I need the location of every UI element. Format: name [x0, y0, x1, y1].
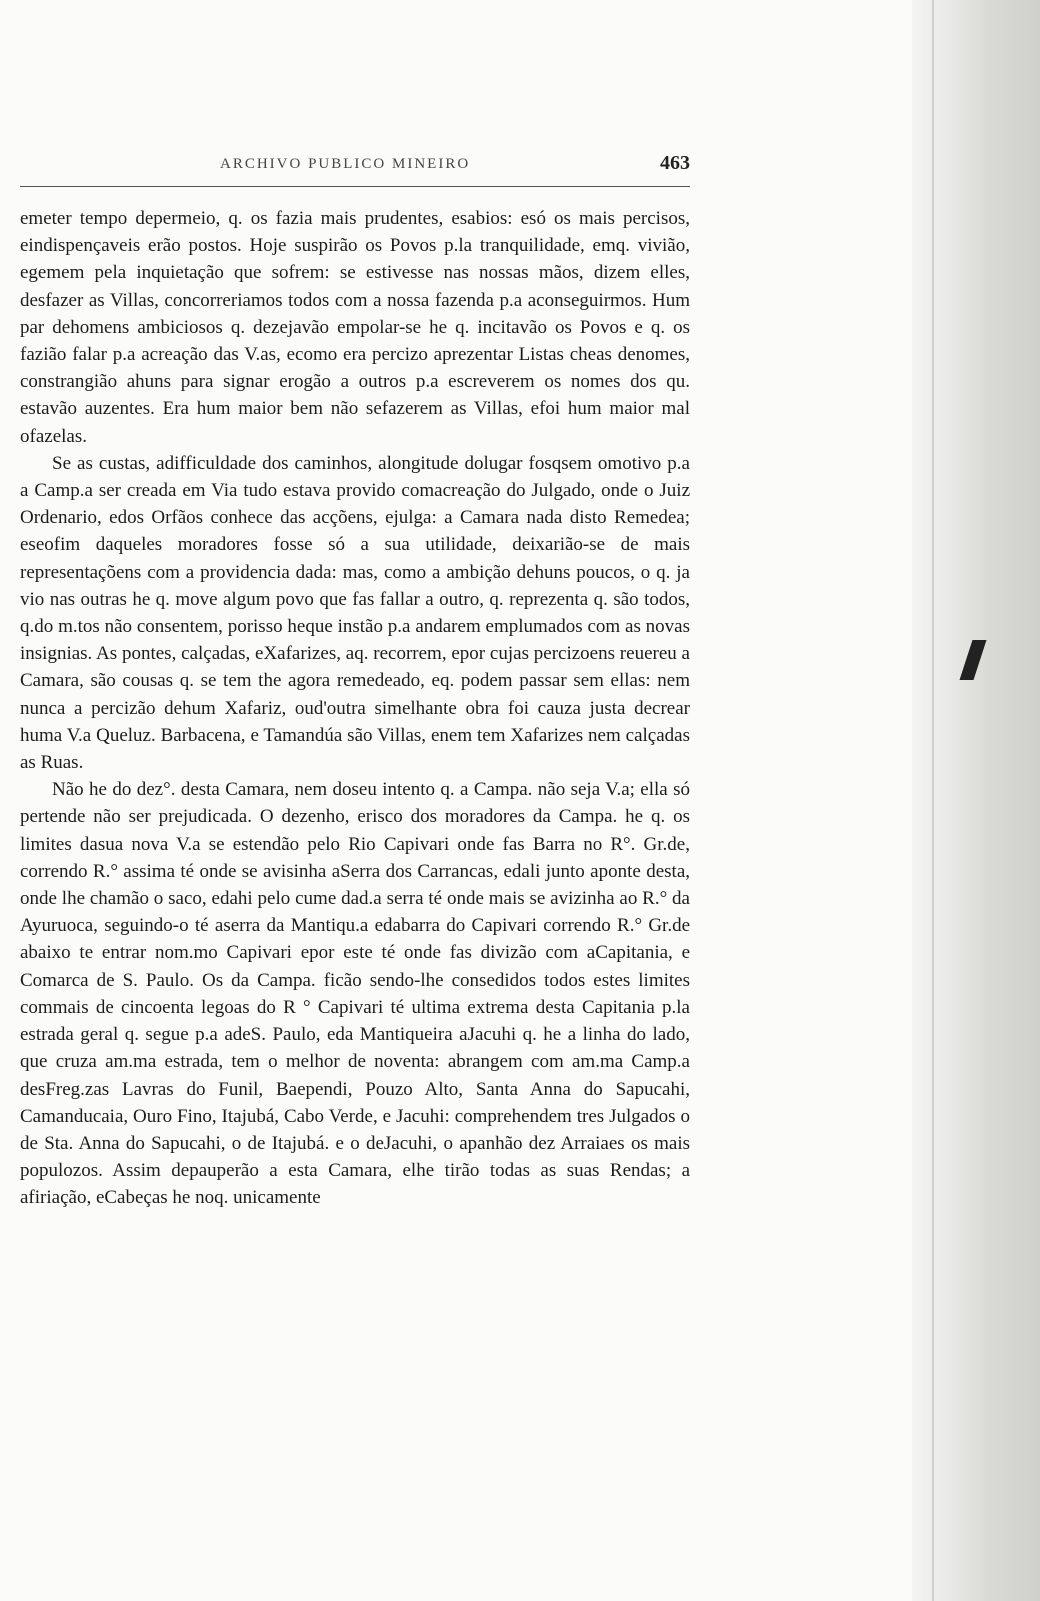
page-edge-shadow	[932, 0, 934, 1601]
page-number: 463	[660, 152, 690, 174]
scanned-page-edge	[912, 0, 1040, 1601]
running-head: ARCHIVO PUBLICO MINEIRO	[220, 156, 471, 172]
page-edge-mark	[960, 640, 987, 680]
paragraph-2: Se as custas, adifficuldade dos caminhos, alongitude dolugar fosqsem omotivo p.a a Camp.a ser creada em Via tudo estava provido comacreação do Julgado, onde o Juiz Ordenario, edos Orfãos conhece das acçõens, ejulga: a Camara nada disto Remedea; eseofim daqueles moradores fosse só a sua utilidade, deixarião-se de mais representaçõens com a providencia dada: mas, como a ambição dehuns poucos, o q. ja vio nas outras he q. move algum povo que fas fallar a outro, q. reprezenta q. são todos, q.do m.tos não consentem, porisso heque instão p.a andarem emplumados com as novas insignias. As pontes, calçadas, eXafarizes, aq. recorrem, epor cujas percizoens reuereu a Camara, são cousas q. se tem the agora remedeado, eq. podem passar sem ellas: nem nunca a percizão dehum Xafariz, oud'outra simelhante obra foi cauza justa decrear huma V.a Queluz. Barbacena, e Tamandúa são Villas, enem tem Xafarizes nem calçadas as Ruas.	[20, 452, 690, 774]
paragraph-1: emeter tempo depermeio, q. os fazia mais prudentes, esabios: esó os mais percisos, eindispençaveis erão postos. Hoje suspirão os Povos p.la tranquilidade, emq. vivião, egemem pela inquietação que sofrem: se estivesse nas nossas mãos, dizem elles, desfazer as Villas, concorreriamos todos com a nossa fazenda p.a aconseguirmos. Hum par dehomens ambiciosos q. dezejavão empolar-se he q. incitavão os Povos e q. os fazião falar p.a acreação das V.as, ecomo era percizo aprezentar Listas cheas denomes, constrangião ahuns para signar erogão a outros p.a escreverem os nomes dos qu. estavão auzentes. Era hum maior bem não sefazerem as Villas, efoi hum maior mal ofazelas.	[20, 208, 690, 447]
paragraph-3: Não he do dez°. desta Camara, nem doseu intento q. a Campa. não seja V.a; ella só pertende não ser prejudicada. O dezenho, erisco dos moradores da Campa. he q. os limites dasua nova V.a se estendão pelo Rio Capivari onde fas Barra no R°. Gr.de, correndo R.° assima té onde se avisinha aSerra dos Carrancas, edali junto aponte desta, onde lhe chamão o saco, edahi pelo cume dad.a serra té onde mais se avizinha ao R.° da Ayuruoca, seguindo-o té aserra da Mantiqu.a edabarra do Capivari correndo R.° Gr.de abaixo te entrar nom.mo Capivari epor este té onde fas divizão com aCapitania, e Comarca de S. Paulo. Os da Campa. ficão sendo-lhe consedidos todos estes limites commais de cincoenta legoas do R ° Capivari té ultima extrema desta Capitania p.la estrada geral q. segue p.a adeS. Paulo, eda Mantiqueira aJacuhi q. he a linha do lado, que cruza am.ma estrada, tem o melhor de noventa: abrangem com am.ma Camp.a desFreg.zas Lavras do Funil, Baependi, Pouzo Alto, Santa Anna do Sapucahi, Camanducaia, Ouro Fino, Itajubá, Cabo Verde, e Jacuhi: comprehendem tres Julgados o de Sta. Anna do Sapucahi, o de Itajubá. e o deJacuhi, o apanhão dez Arraiaes os mais populozos. Assim depauperão a esta Camara, elhe tirão todas as suas Rendas; a afiriação, eCabeças he noq. unicamente	[20, 779, 690, 1209]
header-rule	[20, 186, 690, 187]
page-header	[20, 148, 690, 188]
document-body	[20, 205, 690, 1212]
